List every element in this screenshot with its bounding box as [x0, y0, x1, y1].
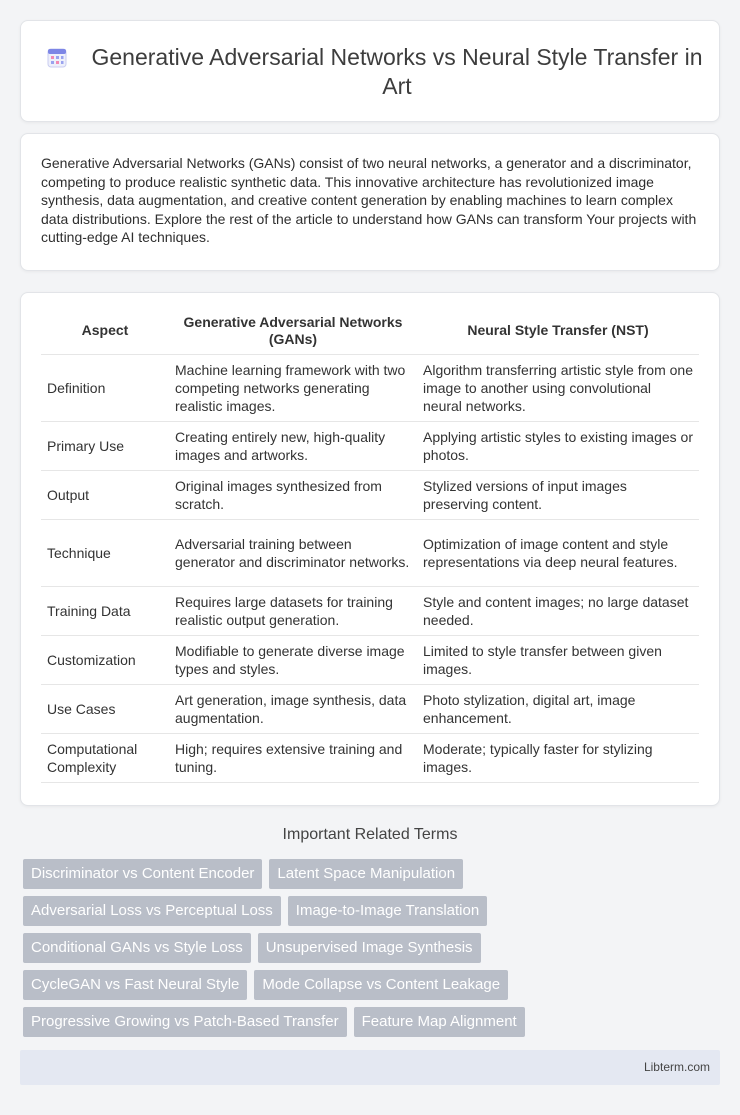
footer [20, 1050, 720, 1085]
column-header-gans: Generative Adversarial Networks (GANs) [169, 307, 417, 355]
related-term-tag[interactable]: Adversarial Loss vs Perceptual Loss [23, 896, 281, 926]
related-term-tag[interactable]: Image-to-Image Translation [288, 896, 487, 926]
cell-nst: Photo stylization, digital art, image enhancement. [417, 685, 699, 734]
table-row [41, 587, 699, 636]
header-card [20, 20, 720, 122]
related-terms-list [23, 859, 723, 1044]
comparison-table-card [20, 292, 720, 806]
table-row [41, 355, 699, 422]
cell-aspect: Computational Complexity [41, 734, 169, 783]
table-row [41, 636, 699, 685]
table-row [41, 734, 699, 783]
cell-aspect: Customization [41, 636, 169, 685]
cell-gans: Creating entirely new, high-quality images and artworks. [169, 422, 417, 471]
related-term-tag[interactable]: Latent Space Manipulation [269, 859, 463, 889]
table-row [41, 422, 699, 471]
column-header-aspect: Aspect [41, 307, 169, 355]
related-term-tag[interactable]: CycleGAN vs Fast Neural Style [23, 970, 247, 1000]
related-terms-heading: Important Related Terms [282, 826, 458, 843]
intro-card [20, 133, 720, 271]
table-row [41, 471, 699, 520]
page-title: Generative Adversarial Networks vs Neural Style Transfer in Art [91, 44, 703, 99]
footer-brand-link[interactable]: Libterm.com [643, 1060, 710, 1074]
table-header-row [41, 307, 699, 355]
cell-nst: Optimization of image content and style representations via deep neural features. [417, 520, 699, 587]
related-term-tag[interactable]: Feature Map Alignment [354, 1007, 525, 1037]
table-row [41, 685, 699, 734]
cell-aspect: Use Cases [41, 685, 169, 734]
cell-aspect: Technique [41, 520, 169, 587]
related-term-tag[interactable]: Discriminator vs Content Encoder [23, 859, 262, 889]
cell-nst: Style and content images; no large dataset needed. [417, 587, 699, 636]
cell-gans: Machine learning framework with two competing networks generating realistic images. [169, 355, 417, 422]
cell-nst: Algorithm transferring artistic style from one image to another using convolutional neural networks. [417, 355, 699, 422]
related-term-tag[interactable]: Unsupervised Image Synthesis [258, 933, 481, 963]
cell-nst: Moderate; typically faster for stylizing images. [417, 734, 699, 783]
cell-nst: Limited to style transfer between given images. [417, 636, 699, 685]
cell-gans: Art generation, image synthesis, data augmentation. [169, 685, 417, 734]
related-term-tag[interactable]: Progressive Growing vs Patch-Based Transfer [23, 1007, 347, 1037]
comparison-table [41, 307, 699, 783]
cell-aspect: Output [41, 471, 169, 520]
cell-gans: Requires large datasets for training realistic output generation. [169, 587, 417, 636]
cell-nst: Applying artistic styles to existing images or photos. [417, 422, 699, 471]
cell-gans: High; requires extensive training and tuning. [169, 734, 417, 783]
table-row [41, 520, 699, 587]
cell-gans: Original images synthesized from scratch. [169, 471, 417, 520]
related-term-tag[interactable]: Conditional GANs vs Style Loss [23, 933, 251, 963]
cell-aspect: Definition [41, 355, 169, 422]
cell-aspect: Primary Use [41, 422, 169, 471]
intro-paragraph: Generative Adversarial Networks (GANs) consist of two neural networks, a generator and a discriminator, competing to produce realistic synthetic data. This innovative architecture has revolutionized image synthesis, data augmentation, and creative content generation by enabling machines to learn complex data distributions. Explore the rest of the article to understand how GANs can transform Your projects with cutting-edge AI techniques. [41, 155, 697, 245]
document-icon [45, 46, 69, 70]
cell-gans: Modifiable to generate diverse image types and styles. [169, 636, 417, 685]
related-term-tag[interactable]: Mode Collapse vs Content Leakage [254, 970, 508, 1000]
cell-aspect: Training Data [41, 587, 169, 636]
cell-gans: Adversarial training between generator and discriminator networks. [169, 520, 417, 587]
column-header-nst: Neural Style Transfer (NST) [417, 307, 699, 355]
cell-nst: Stylized versions of input images preserving content. [417, 471, 699, 520]
